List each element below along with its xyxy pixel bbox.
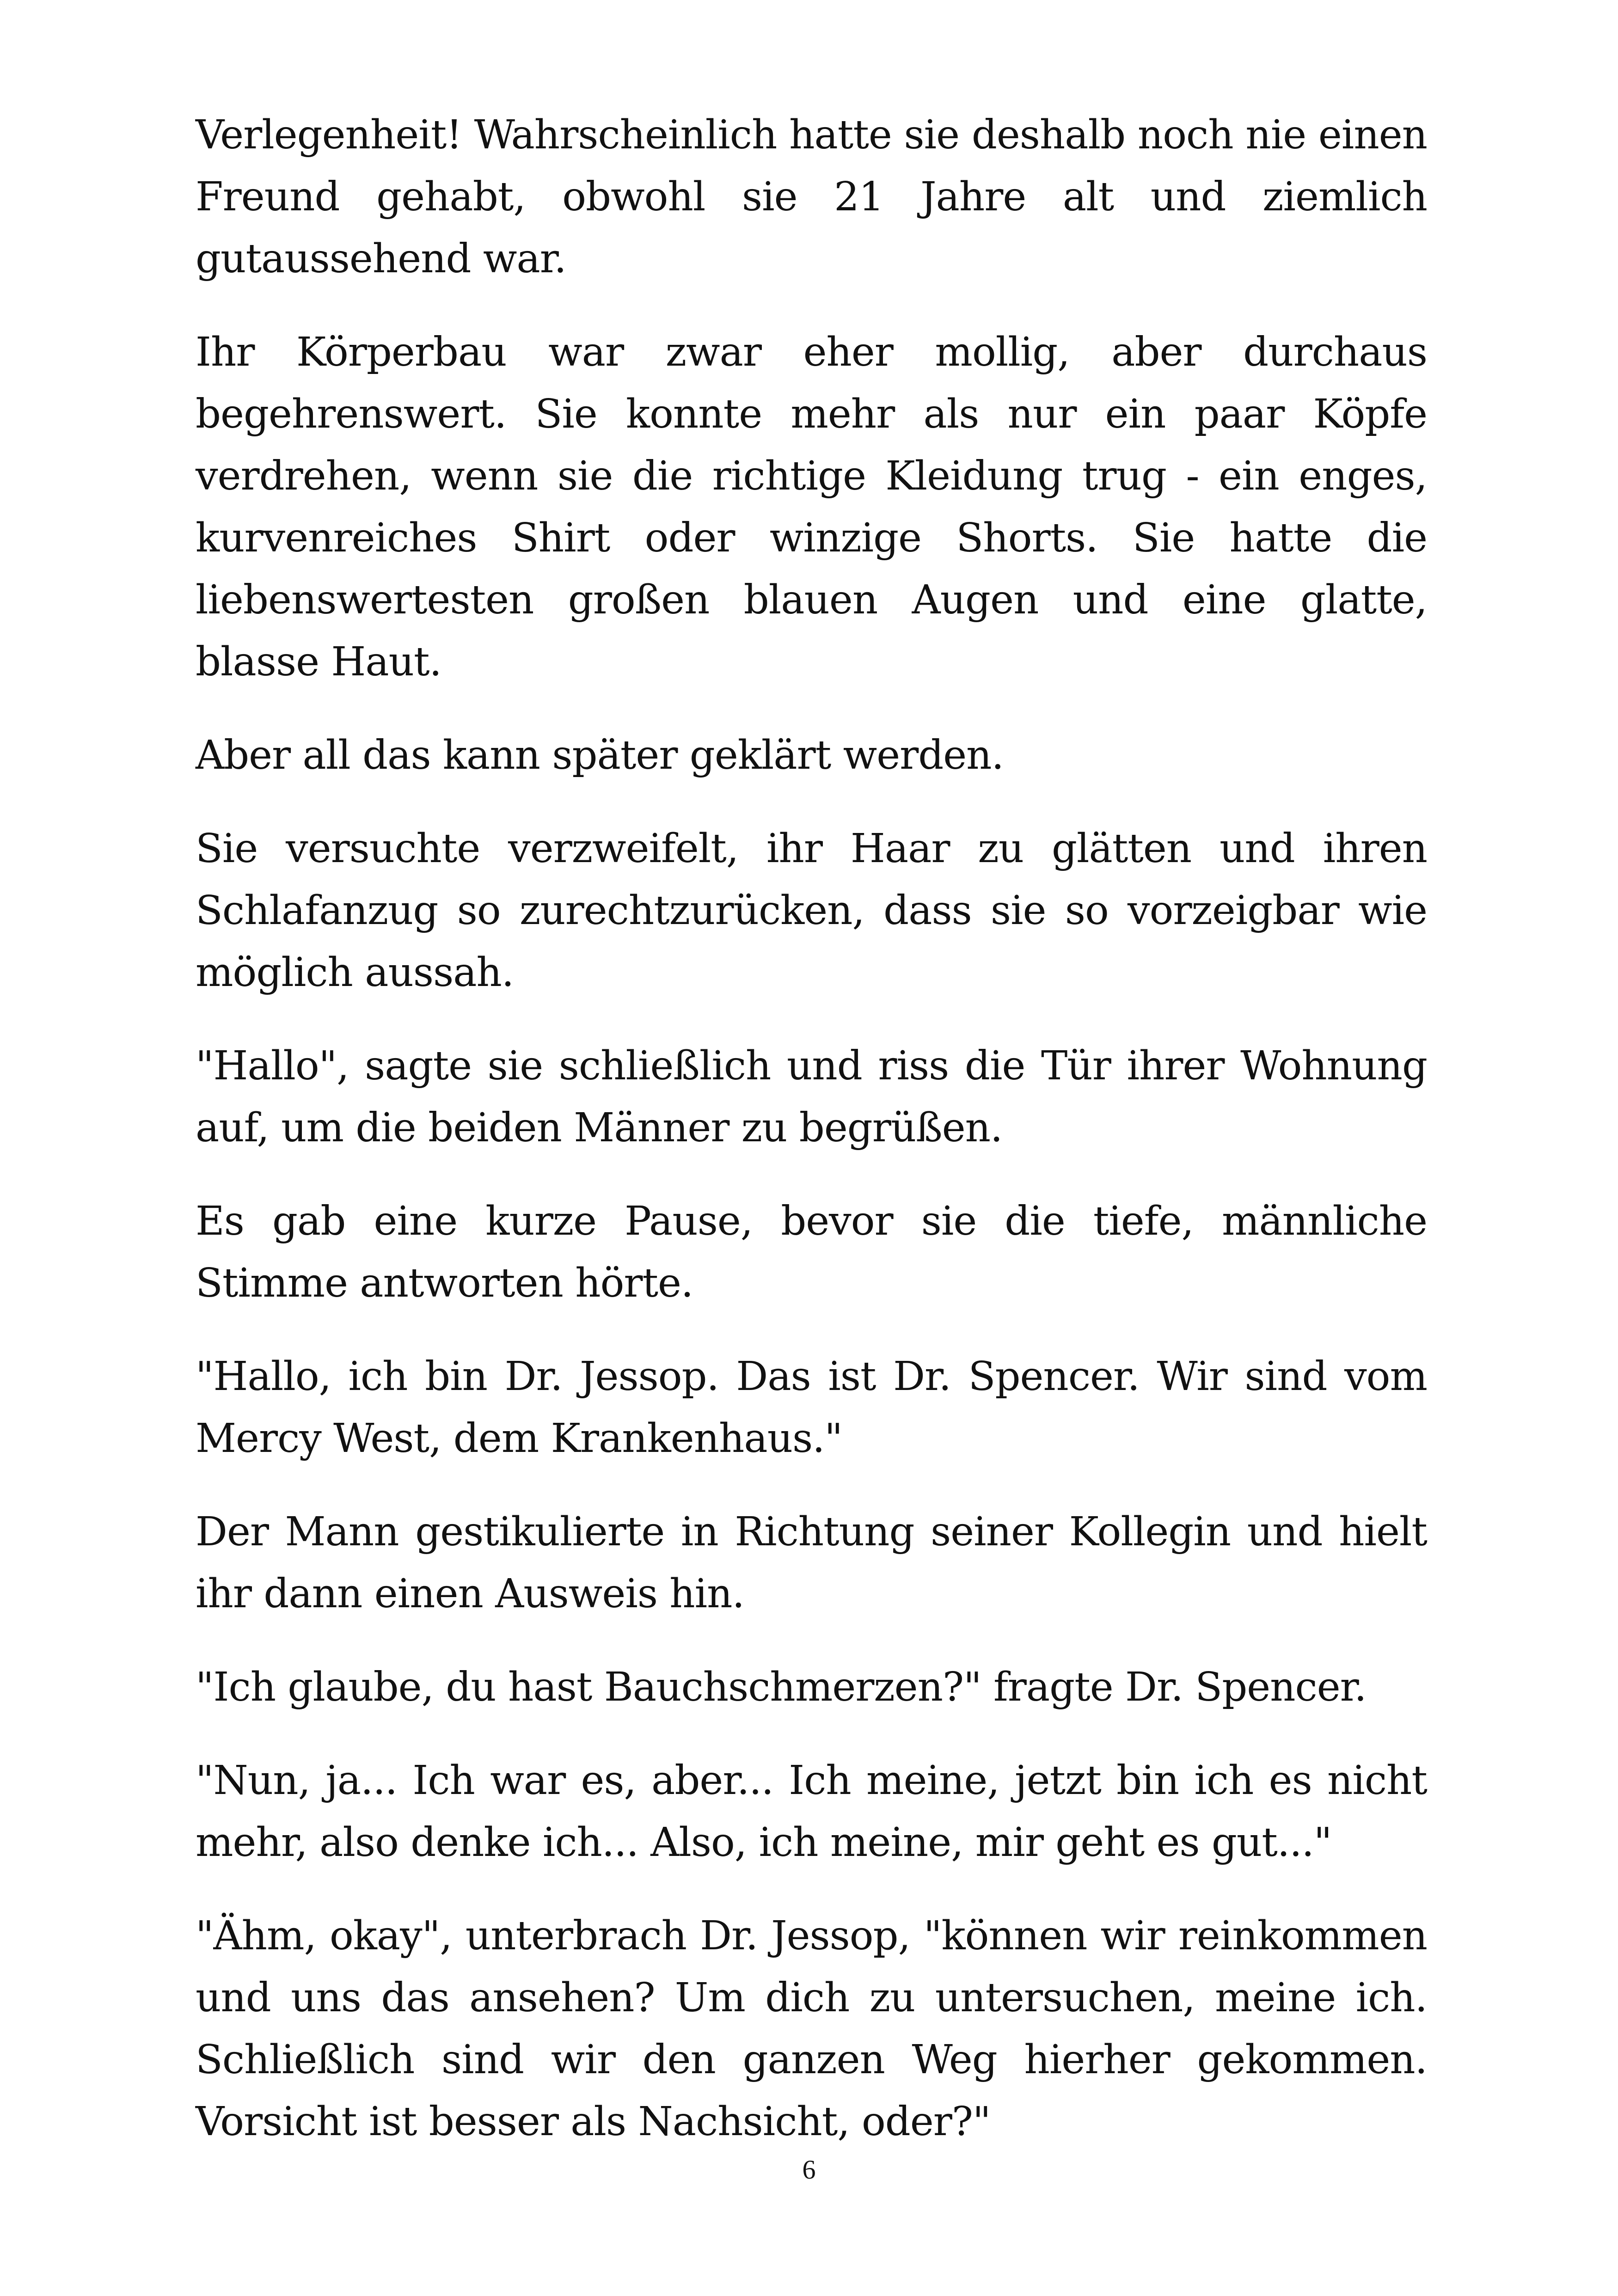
paragraph-6: Es gab eine kurze Pause, bevor sie die tiefe, männliche Stimme antworten hörte. bbox=[196, 1198, 1427, 1306]
paragraph-3: Aber all das kann später geklärt werden. bbox=[196, 732, 1004, 778]
body-text bbox=[196, 104, 1427, 2184]
paragraph-9: "Ich glaube, du hast Bauchschmerzen?" fragte Dr. Spencer. bbox=[196, 1664, 1367, 1710]
paragraph-4: Sie versuchte verzweifelt, ihr Haar zu glätten und ihren Schlafanzug so zurechtzurücken, dass sie so vorzeigbar wie möglich aussah. bbox=[196, 826, 1427, 996]
paragraph-7: "Hallo, ich bin Dr. Jessop. Das ist Dr. Spencer. Wir sind vom Mercy West, dem Krankenhaus." bbox=[196, 1353, 1427, 1462]
paragraph-10: "Nun, ja... Ich war es, aber... Ich meine, jetzt bin ich es nicht mehr, also denke ich... Also, ich meine, mir geht es gut..." bbox=[196, 1757, 1427, 1866]
paragraph-8: Der Mann gestikulierte in Richtung seiner Kollegin und hielt ihr dann einen Ausweis hin. bbox=[196, 1509, 1427, 1617]
paragraph-2: Ihr Körperbau war zwar eher mollig, aber durchaus begehrenswert. Sie konnte mehr als nur ein paar Köpfe verdrehen, wenn sie die richtige Kleidung trug - ein enges, kurvenreiches Shirt oder winzige Shorts. Sie hatte die liebenswertesten großen blauen Augen und eine glatte, blasse Haut. bbox=[196, 329, 1427, 685]
page-number: 6 bbox=[802, 2155, 816, 2185]
paragraph-11: "Ähm, okay", unterbrach Dr. Jessop, "können wir reinkommen und uns das ansehen? Um dich zu untersuchen, meine ich. Schließlich sind wir den ganzen Weg hierher gekommen. Vorsicht ist besser als Nachsicht, oder?" bbox=[196, 1913, 1427, 2145]
paragraph-1: Verlegenheit! Wahrscheinlich hatte sie deshalb noch nie einen Freund gehabt, obwohl sie 21 Jahre alt und ziemlich gutaussehend war. bbox=[196, 112, 1427, 282]
paragraph-5: "Hallo", sagte sie schließlich und riss die Tür ihrer Wohnung auf, um die beiden Männer zu begrüßen. bbox=[196, 1043, 1427, 1151]
